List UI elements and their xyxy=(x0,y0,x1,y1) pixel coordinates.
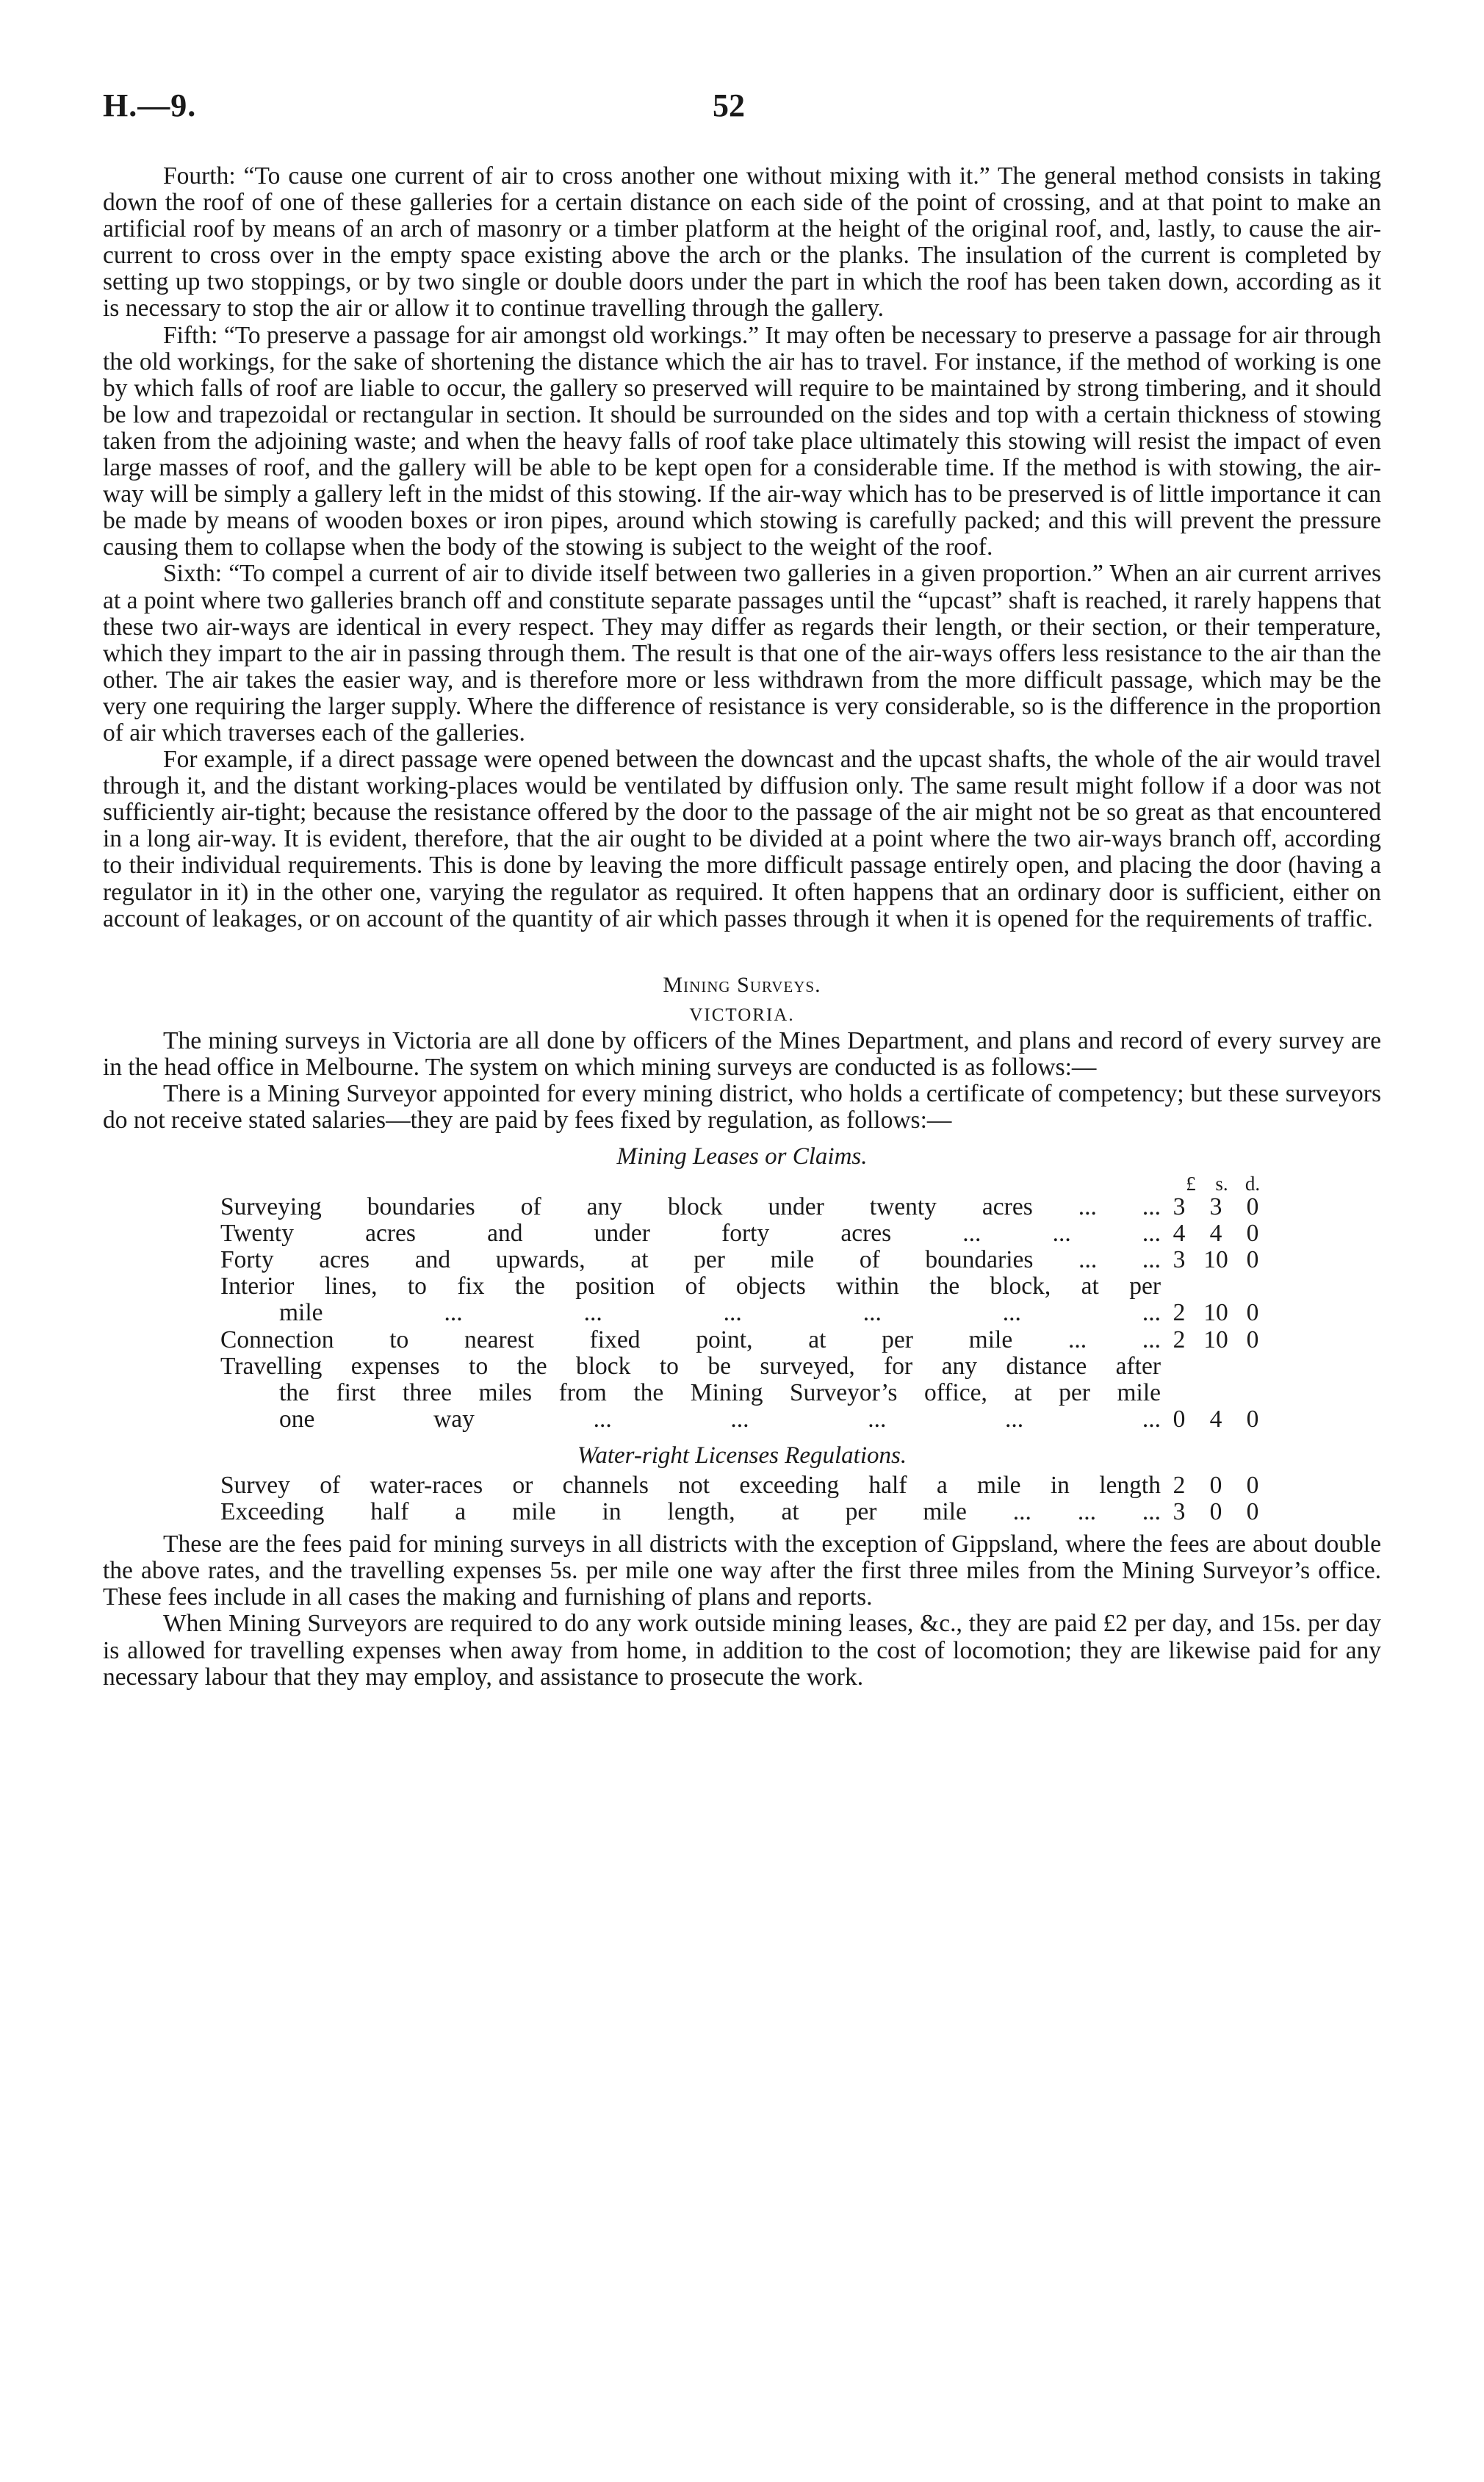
fees-table-mining-leases xyxy=(220,1173,1271,1433)
fee-amount xyxy=(1161,1499,1271,1525)
paragraph-fourth: Fourth: “To cause one current of air to cross another one without mixing with it.” The general method consists in taking down the roof of one of these galleries for a certain distance on each side of the point of crossing, and at that point to make an artificial roof by means of an arch of masonry or a timber platform at the height of the original roof, and, lastly, to cause the air-current to cross over in the empty space existing above the arch or the planks. The insulation of the current is completed by setting up two stoppings, or by two single or double doors under the part in which the roof has been taken down, according as it is necessary to stop the air or allow it to continue travelling through the gallery. xyxy=(103,162,1381,323)
fee-description: Travelling expenses to the block to be surveyed, for any distance after xyxy=(220,1352,1161,1380)
page-header xyxy=(103,87,1381,131)
section-subheading: VICTORIA. xyxy=(689,1004,795,1025)
fee-pounds: 0 xyxy=(1173,1405,1186,1433)
fee-pence: 0 xyxy=(1246,1405,1259,1433)
fee-description: mile ... ... ... ... ... ... xyxy=(279,1299,1161,1327)
paragraph-example: For example, if a direct passage were opened between the downcast and the upcast shafts, the whole of the air would travel through it, and the distant working-places would be ventilated by diffusion only. The same result might follow if a door was not sufficiently air-tight; because the resistance offered by the door to the passage of the air might not be so great as that encountered in a long air-way. It is evident, therefore, that the air ought to be divided at a point where the two air-ways branch off, according to their individual requirements. This is done by leaving the more difficult passage entirely open, and placing the door (having a regulator in it) in the other one, varying the regulator as required. It often happens that an ordinary door is sufficient, either on account of leakages, or on account of the quantity of air which passes through it when it is opened for the requirements of traffic. xyxy=(103,746,1381,932)
fee-shillings: 10 xyxy=(1203,1246,1228,1274)
fees-table-2-title: Water-right Licenses Regulations. xyxy=(577,1442,907,1469)
fee-description: Interior lines, to fix the position of objects within the block, at per xyxy=(220,1273,1161,1301)
fee-pounds: 3 xyxy=(1173,1498,1186,1526)
unit-shillings: s. xyxy=(1215,1173,1228,1195)
fee-description: one way ... ... ... ... ... xyxy=(279,1405,1161,1433)
fee-row xyxy=(220,1273,1271,1300)
fee-pence: 0 xyxy=(1246,1471,1259,1499)
fee-shillings: 10 xyxy=(1203,1299,1228,1327)
fee-pounds: 4 xyxy=(1173,1220,1186,1248)
fee-shillings: 0 xyxy=(1209,1498,1222,1526)
page-body xyxy=(103,163,1381,1691)
fee-pence: 0 xyxy=(1246,1299,1259,1327)
page-number: 52 xyxy=(713,87,745,123)
fee-description: the first three miles from the Mining Surveyor’s office, at per mile xyxy=(279,1378,1161,1406)
fees-table-water-right xyxy=(220,1472,1271,1525)
fee-pounds: 3 xyxy=(1173,1193,1186,1221)
paragraph-sixth: Sixth: “To compel a current of air to divide itself between two galleries in a given proportion.” When an air current arrives at a point where two galleries branch off and constitute separate passages until the “upcast” shaft is reached, it rarely happens that these two air-ways are identical in every respect. They may differ as regards their length, or their section, or their temperature, which they impart to the air in passing through them. The result is that one of the air-ways offers less resistance to the air than the other. The air takes the easier way, and is therefore more or less withdrawn from the more difficult passage, which may be the very one requiring the larger supply. Where the difference of resistance is very considerable, so is the difference in the proportion of air which traverses each of the galleries. xyxy=(103,560,1381,747)
fee-row xyxy=(220,1353,1271,1380)
fee-amount xyxy=(1161,1327,1271,1353)
fee-amount xyxy=(1161,1220,1271,1247)
paragraph-intro-1: The mining surveys in Victoria are all done by officers of the Mines Department, and plans and record of every survey are in the head office in Melbourne. The system on which mining surveys are conducted is as follows:— xyxy=(103,1026,1381,1081)
fee-pounds: 2 xyxy=(1173,1299,1186,1327)
fee-row xyxy=(220,1194,1271,1220)
fee-description: Surveying boundaries of any block under twenty acres ... ... xyxy=(220,1193,1161,1221)
fee-shillings: 4 xyxy=(1209,1220,1222,1248)
currency-units-row xyxy=(220,1173,1271,1194)
fee-pence: 0 xyxy=(1246,1325,1259,1353)
fee-amount xyxy=(1161,1300,1271,1326)
unit-pounds: £ xyxy=(1186,1173,1196,1195)
fee-pence: 0 xyxy=(1246,1220,1259,1248)
fees-table-1-title: Mining Leases or Claims. xyxy=(616,1143,868,1170)
fee-shillings: 0 xyxy=(1209,1471,1222,1499)
fee-pounds: 2 xyxy=(1173,1471,1186,1499)
fee-description: Twenty acres and under forty acres ... ... ... xyxy=(220,1220,1161,1248)
paragraph-outside-work: When Mining Surveyors are required to do any work outside mining leases, &c., they are paid £2 per day, and 15s. per day is allowed for travelling expenses when away from home, in addition to the cost of locomotion; they are likewise paid for any necessary labour that they may employ, and assistance to prosecute the work. xyxy=(103,1610,1381,1691)
paragraph-intro-2: There is a Mining Surveyor appointed for every mining district, who holds a certificate of competency; but these surveyors do not receive stated salaries—they are paid by fees fixed by regulation, as follows:— xyxy=(103,1079,1381,1134)
fee-amount xyxy=(1161,1406,1271,1433)
fee-amount xyxy=(1161,1247,1271,1273)
fee-amount xyxy=(1161,1194,1271,1220)
fee-row xyxy=(220,1327,1271,1353)
fee-pounds: 2 xyxy=(1173,1325,1186,1353)
fee-row xyxy=(220,1300,1271,1326)
fee-amount xyxy=(1161,1472,1271,1499)
fee-pence: 0 xyxy=(1246,1246,1259,1274)
fee-row xyxy=(220,1499,1271,1525)
fee-pounds: 3 xyxy=(1173,1246,1186,1274)
fee-description: Exceeding half a mile in length, at per mile ... ... ... xyxy=(220,1498,1161,1526)
document-reference: H.—9. xyxy=(103,87,197,123)
fee-description: Forty acres and upwards, at per mile of boundaries ... ... xyxy=(220,1246,1161,1274)
fee-row xyxy=(220,1247,1271,1273)
fee-row xyxy=(220,1472,1271,1499)
fee-row xyxy=(220,1406,1271,1433)
fee-description: Survey of water-races or channels not exceeding half a mile in length xyxy=(220,1471,1161,1499)
paragraph-fees-note: These are the fees paid for mining surveys in all districts with the exception of Gippsland, where the fees are about double the above rates, and the travelling expenses 5s. per mile one way after the first three miles from the Mining Surveyor’s office. These fees include in all cases the making and furnishing of plans and reports. xyxy=(103,1530,1381,1611)
fee-row xyxy=(220,1380,1271,1406)
fee-row xyxy=(220,1220,1271,1247)
unit-pence: d. xyxy=(1245,1173,1261,1195)
paragraph-fifth: Fifth: “To preserve a passage for air amongst old workings.” It may often be necessary to preserve a passage for air through the old workings, for the sake of shortening the distance which the air has to travel. For instance, if the method of working is one by which falls of roof are liable to occur, the gallery so preserved will require to be maintained by strong timbering, and it should be low and trapezoidal or rectangular in section. It should be surrounded on the sides and top with a certain thickness of stowing taken from the adjoining waste; and when the heavy falls of roof take place ultimately this stowing will resist the impact of even large masses of roof, and the gallery will be able to be kept open for a considerable time. If the method is with stowing, the air-way will be simply a gallery left in the midst of this stowing. If the air-way which has to be preserved is of little importance it can be made by means of wooden boxes or iron pipes, around which stowing is carefully packed; and this will prevent the pressure causing them to collapse when the body of the stowing is subject to the weight of the roof. xyxy=(103,321,1381,561)
fee-shillings: 10 xyxy=(1203,1325,1228,1353)
fee-pence: 0 xyxy=(1246,1193,1259,1221)
fee-pence: 0 xyxy=(1246,1498,1259,1526)
fee-shillings: 3 xyxy=(1209,1193,1222,1221)
fee-description: Connection to nearest fixed point, at per mile ... ... xyxy=(220,1325,1161,1353)
fee-shillings: 4 xyxy=(1209,1405,1222,1433)
section-heading: Mining Surveys. xyxy=(663,972,821,997)
